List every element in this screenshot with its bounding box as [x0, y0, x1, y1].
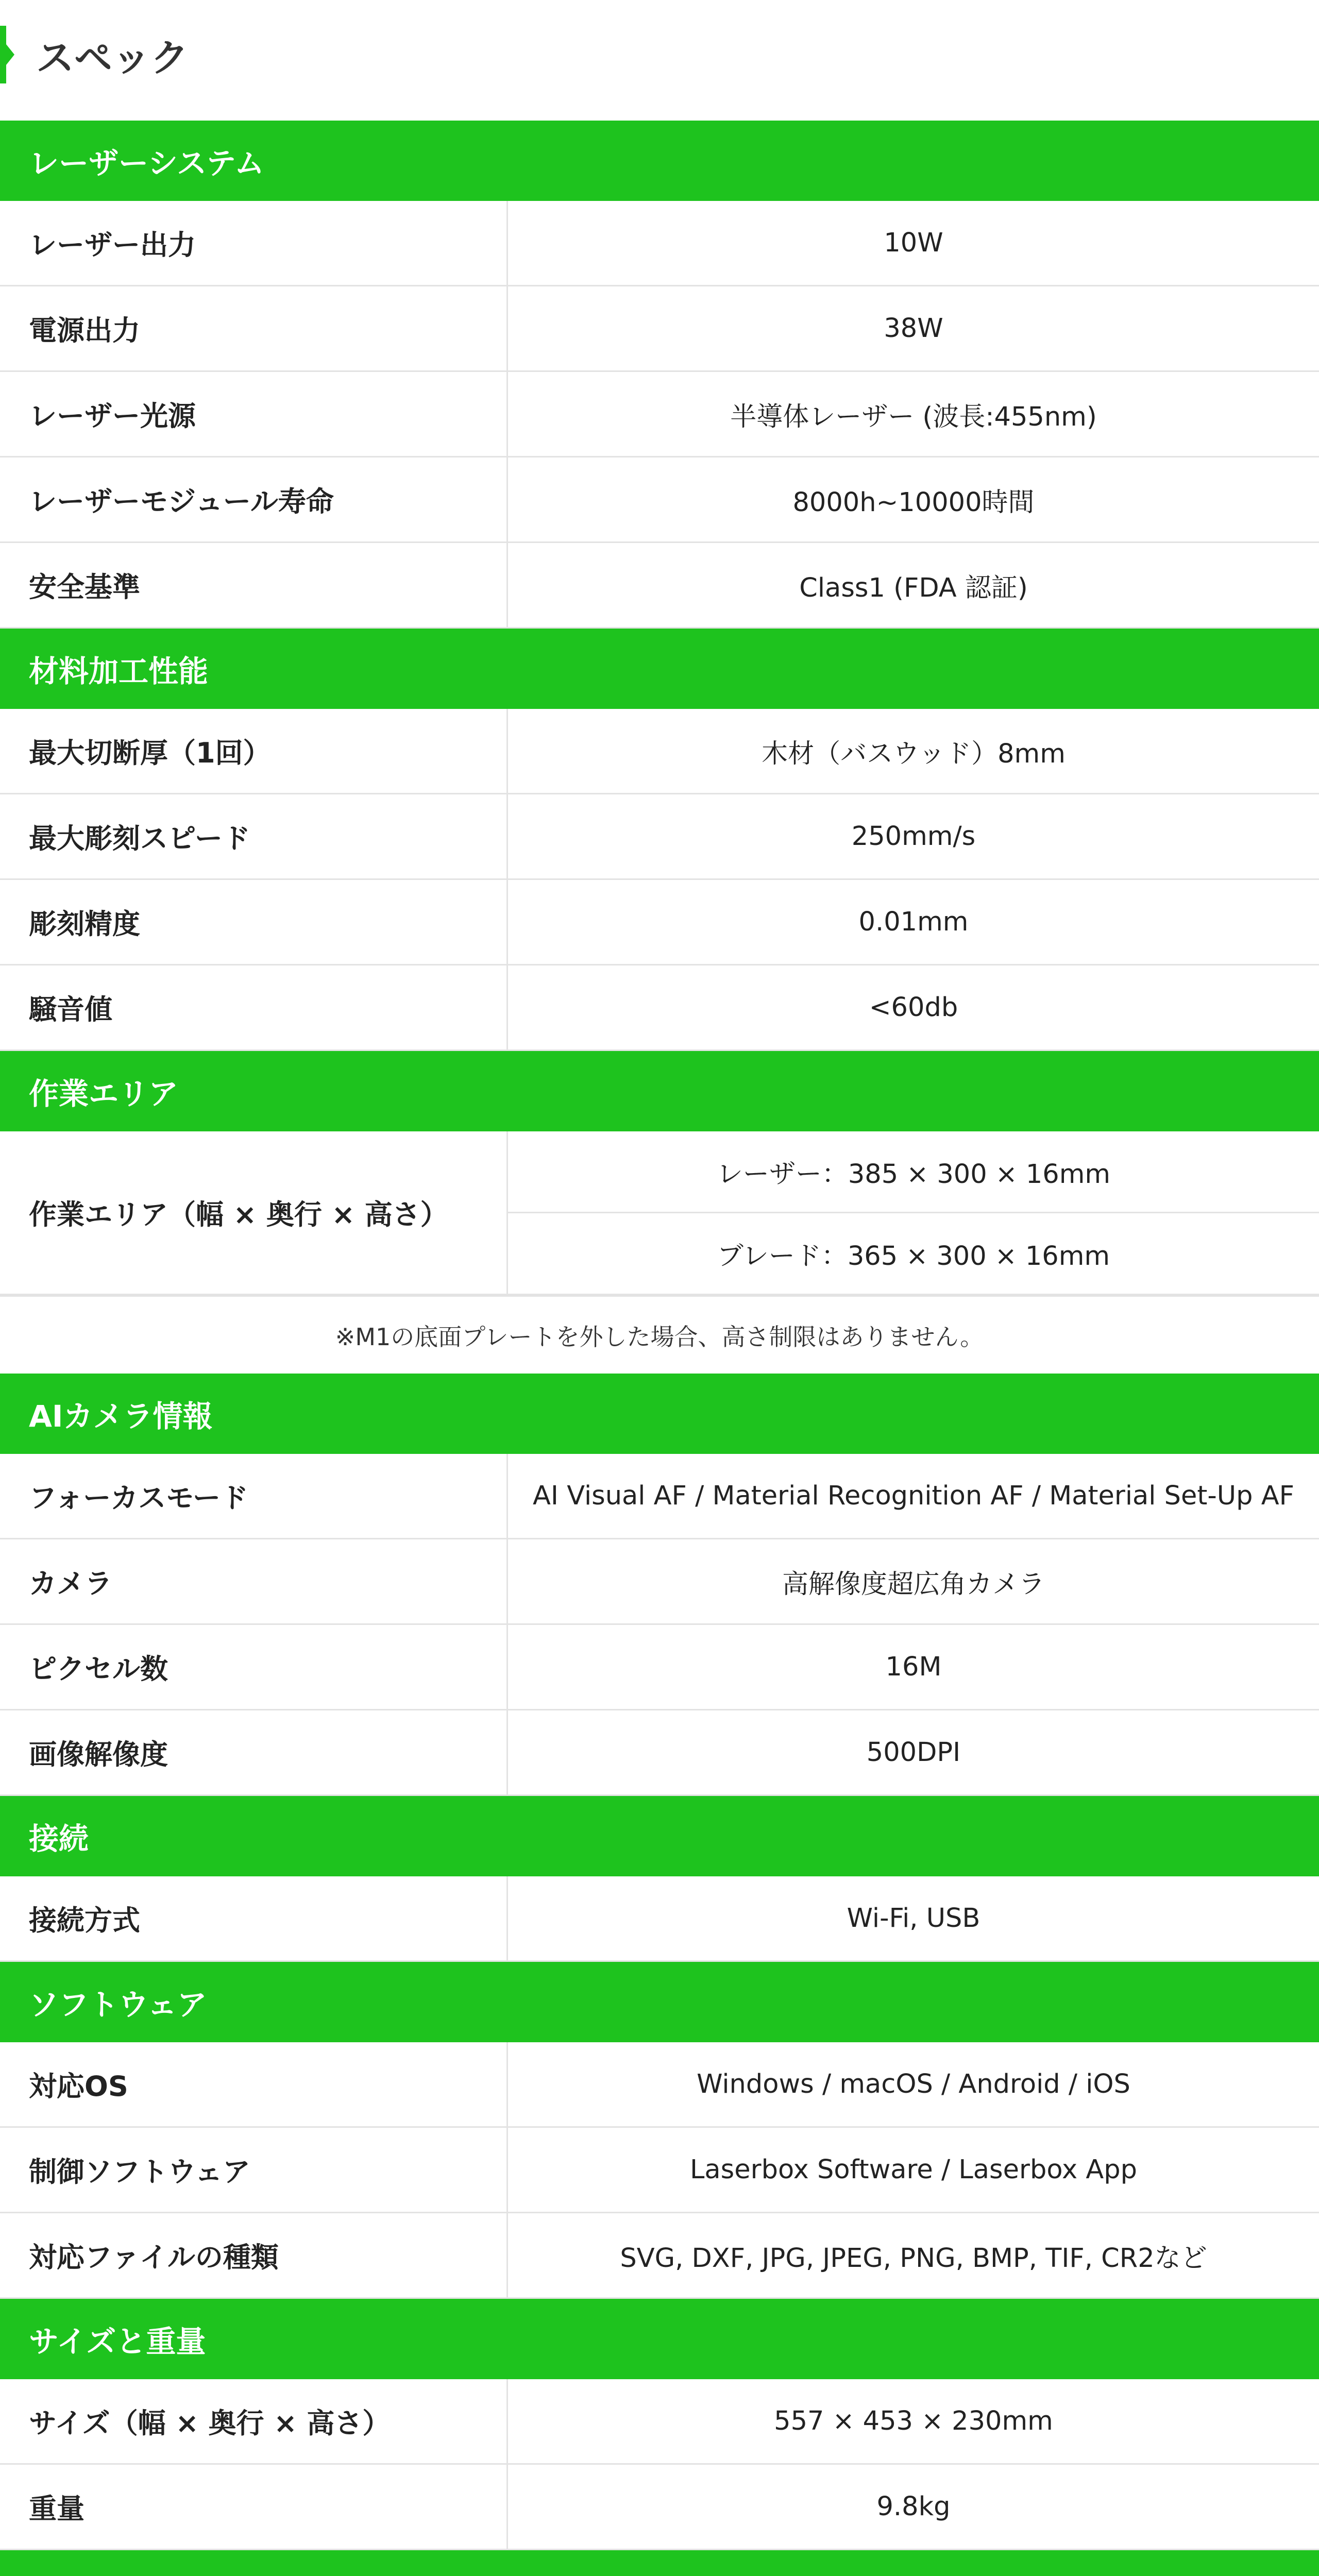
- spec-row: [0, 1454, 1319, 1539]
- section-header-ai-camera: AIカメラ情報: [0, 1374, 1319, 1454]
- spec-label: カメラ: [0, 1539, 508, 1623]
- spec-label: 最大彫刻スピード: [0, 794, 508, 878]
- spec-value: Class1 (FDA 認証): [799, 572, 1028, 603]
- spec-row: [0, 794, 1319, 880]
- section-header-software: ソフトウェア: [0, 1962, 1319, 2042]
- section-header-connection: 接続: [0, 1796, 1319, 1876]
- spec-row: [0, 1539, 1319, 1625]
- spec-table: [0, 121, 1319, 2576]
- spec-row: [0, 1710, 1319, 1796]
- spec-label: 重量: [0, 2465, 508, 2549]
- page-title-text: スペック: [36, 36, 189, 80]
- spec-row: [0, 2213, 1319, 2299]
- section-header-laser-system: レーザーシステム: [0, 121, 1319, 201]
- spec-label: 制御ソフトウェア: [0, 2128, 508, 2212]
- spec-value: 木材（バスウッド）8mm: [762, 738, 1066, 769]
- spec-row: [0, 2465, 1319, 2550]
- spec-value-group: [508, 1131, 1319, 1294]
- spec-label: 彫刻精度: [0, 880, 508, 964]
- spec-label: 接続方式: [0, 1876, 508, 1960]
- spec-value: 高解像度超広角カメラ: [782, 1569, 1045, 1600]
- spec-label: ピクセル数: [0, 1625, 508, 1709]
- spec-value-blade-area: ブレード：365 × 300 × 16mm: [508, 1212, 1319, 1294]
- spec-value: 500DPI: [866, 1737, 961, 1768]
- spec-value: SVG, DXF, JPG, JPEG, PNG, BMP, TIF, CR2など: [620, 2243, 1207, 2274]
- spec-label: 電源出力: [0, 286, 508, 370]
- spec-label: 作業エリア（幅 × 奥行 × 高さ）: [0, 1131, 508, 1294]
- work-area-note: ※M1の底面プレートを外した場合、高さ制限はありません。: [0, 1295, 1319, 1374]
- section-header-accessories: [0, 2550, 1319, 2576]
- spec-label: フォーカスモード: [0, 1454, 508, 1538]
- spec-value: 0.01mm: [858, 907, 969, 937]
- title-accent-marker: [0, 26, 6, 83]
- spec-row: [0, 2379, 1319, 2465]
- spec-value: 38W: [884, 313, 943, 344]
- spec-value-laser-area: レーザー：385 × 300 × 16mm: [716, 1159, 1111, 1190]
- spec-value: AI Visual AF / Material Recognition AF / Material Set-Up AF: [533, 1481, 1294, 1511]
- spec-row: [0, 2042, 1319, 2128]
- spec-label: 対応ファイルの種類: [0, 2213, 508, 2297]
- section-header-size-weight: サイズと重量: [0, 2299, 1319, 2379]
- spec-value: 8000h~10000時間: [792, 487, 1035, 518]
- spec-row: [0, 880, 1319, 965]
- page-title: [0, 0, 1319, 121]
- spec-label: 騒音値: [0, 965, 508, 1049]
- spec-value: 16M: [885, 1652, 942, 1682]
- spec-row: [0, 372, 1319, 457]
- section-header-work-area: 作業エリア: [0, 1051, 1319, 1131]
- spec-row: [0, 201, 1319, 286]
- spec-value: 250mm/s: [851, 821, 976, 852]
- spec-row: [0, 543, 1319, 629]
- spec-row: [0, 457, 1319, 543]
- spec-value: Wi-Fi, USB: [847, 1903, 980, 1934]
- spec-row: [0, 1876, 1319, 1962]
- spec-value: 10W: [884, 228, 943, 258]
- spec-label: レーザー光源: [0, 372, 508, 456]
- spec-value: 半導体レーザー (波長:455nm): [730, 401, 1097, 432]
- section-header-material-processing: 材料加工性能: [0, 629, 1319, 709]
- spec-value: 9.8kg: [876, 2492, 951, 2522]
- spec-label: 安全基準: [0, 543, 508, 627]
- spec-label: 最大切断厚（1回）: [0, 709, 508, 793]
- spec-value: <60db: [869, 992, 958, 1023]
- spec-row: [0, 286, 1319, 372]
- spec-row: [0, 709, 1319, 794]
- spec-row-work-area: [0, 1131, 1319, 1295]
- spec-row: [0, 965, 1319, 1051]
- spec-row: [0, 2128, 1319, 2213]
- spec-label: サイズ（幅 × 奥行 × 高さ）: [0, 2379, 508, 2463]
- spec-row: [0, 1625, 1319, 1710]
- spec-value: 557 × 453 × 230mm: [774, 2406, 1053, 2436]
- spec-value: Windows / macOS / Android / iOS: [697, 2069, 1130, 2099]
- spec-label: 画像解像度: [0, 1710, 508, 1794]
- spec-label: レーザー出力: [0, 201, 508, 285]
- spec-value: Laserbox Software / Laserbox App: [689, 2155, 1138, 2185]
- spec-label: 対応OS: [0, 2042, 508, 2126]
- spec-label: レーザーモジュール寿命: [0, 457, 508, 541]
